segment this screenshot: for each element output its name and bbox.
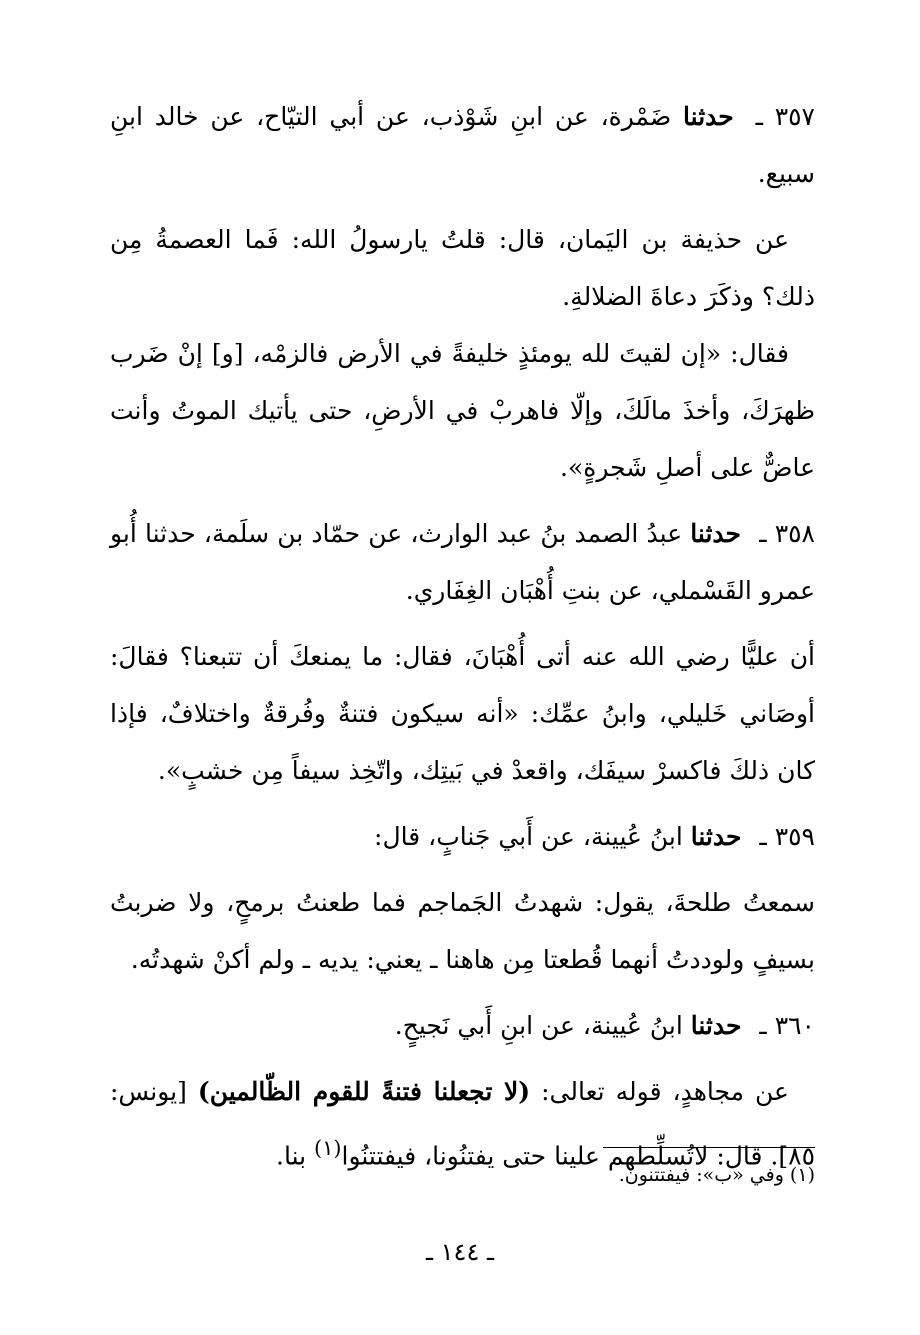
hadith-number: ٣٥٧ ـ — [755, 102, 815, 131]
hadith-isnad: ضَمْرة، عن ابنِ شَوْذب، عن أبي التيّاح، عن خالد ابنِ سبيع. — [110, 102, 815, 188]
hadith-357-text: عن حذيفة بن اليَمان، قال: قلتُ يارسولُ الله: فَما العصمةُ مِن ذلك؟ وذكَرَ دعاةَ الضلالةِ. — [110, 225, 815, 311]
page-number: ـ ١٤٤ ـ — [425, 1238, 494, 1266]
hadith-359-heading — [110, 808, 815, 865]
hadith-number: ٣٥٩ ـ — [759, 822, 815, 851]
hadith-number: ٣٦٠ ـ — [759, 1011, 815, 1040]
footnote-marker: (١) — [314, 1136, 342, 1160]
hadith-359-text: سمعتُ طلحةَ، يقول: شهدتُ الجَماجم فما طعنتُ برمحٍ، ولا ضربتُ بسيفٍ ولوددتُ أنهما قُطعتا مِن هاهنا ـ يعني: يديه ـ ولم أكنْ شهدتُه. — [110, 888, 815, 974]
quran-quote: (لا تجعلنا فتنةً للقوم الظّالمين) — [197, 1077, 531, 1106]
hadith-isnad: عبدُ الصمد بنُ عبد الوارث، عن حمّاد بن سلَمة، حدثنا أُبو عمرو القَسْملي، عن بنتِ أُهْبَان الغِفَاري. — [110, 519, 815, 605]
hadith-keyword: حدثنا — [690, 822, 742, 851]
hadith-keyword: حدثنا — [690, 519, 741, 548]
hadith-number: ٣٥٨ ـ — [759, 519, 815, 548]
hadith-358-text: أن عليًّا رضي الله عنه أتى أُهْبَانَ، فقال: ما يمنعكَ أن تتبعنا؟ فقالَ: أوصَاني خَليلي، وابنُ عمِّك: «أنه سيكون فتنةٌ وفُرقةٌ واختلافٌ، فإذا كان ذلكَ فاكسرْ سيفَك، واقعدْ في بَيتِك، واتّخِذ سيفاً مِن خشبٍ». — [110, 642, 815, 785]
hadith-358-heading — [110, 505, 815, 619]
text-lead: عن مجاهدٍ، قوله تعالى: — [541, 1077, 789, 1106]
hadith-keyword: حدثنا — [690, 1011, 742, 1040]
page-body — [110, 88, 815, 1184]
hadith-357-text-2: فقال: «إن لقيتَ لله يومئذٍ خليفةً في الأرض فالزمْه، [و] إنْ ضَرب ظهرَكَ، وأخذَ مالَكَ، وإلّا فاهربْ في الأرضِ، حتى يأتيك الموتُ وأنت عاضٌّ على أصلِ شَجرةٍ». — [110, 339, 815, 482]
hadith-keyword: حدثنا — [683, 102, 734, 131]
text-end: بنا. — [276, 1141, 307, 1171]
footnote-divider — [603, 1147, 815, 1148]
text-reference: [يونس: ٨٥]. قال: لاتُسلِّطهم علينا حتى يفتنُونا، فيفتتنُوا — [110, 1077, 815, 1171]
hadith-isnad: ابنُ عُيينة، عن أَبي جَنابٍ، قال: — [374, 822, 683, 851]
hadith-360-heading — [110, 997, 815, 1054]
hadith-isnad: ابنُ عُيينة، عن ابنِ أَبي نَجيحٍ. — [394, 1011, 683, 1040]
hadith-357-heading — [110, 88, 815, 202]
footnote: (١) وفي «ب»: فيفتتنون. — [618, 1164, 815, 1186]
